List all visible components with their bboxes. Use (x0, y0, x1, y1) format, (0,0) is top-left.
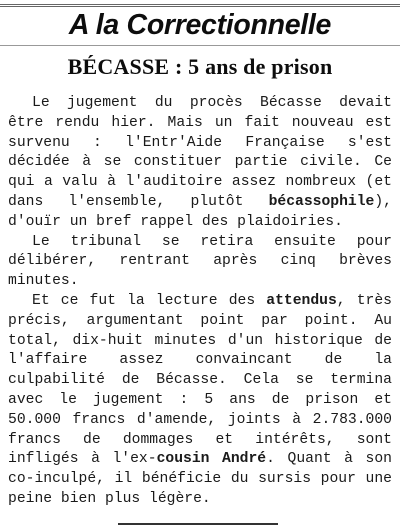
article-body (8, 94, 392, 510)
text-run: ), d'ouïr un bref rappel des plaidoiries. (8, 193, 392, 230)
paragraph-2 (8, 233, 392, 292)
bold-text-run: attendus (266, 292, 337, 309)
text-run: . Quant à son co-inculpé, il bénéficie du sursis pour une peine bien plus légère. (8, 451, 392, 507)
text-run: Le jugement du procès Bécasse devait être rendu hier. Mais un fait nouveau est survenu : l'Entr'Aide Française s'est décidée à se constituer partie civile. Ce qui a valu à l'auditoire assez nombreux (et dans l'ensemble, plutôt (8, 95, 392, 210)
bold-text-run: bécassophile (268, 193, 375, 210)
article-headline: BÉCASSE : 5 ans de prison (67, 54, 333, 79)
text-run: Le tribunal se retira ensuite pour délibérer, rentrant après cinq brèves minutes. (8, 233, 392, 290)
section-kicker: A la Correctionnelle (68, 9, 332, 41)
paragraph-3 (8, 292, 392, 510)
text-run: Et ce fut la lecture des (32, 292, 267, 309)
kicker-divider (0, 45, 400, 46)
text-run: , très précis, argumentant point par point. Au total, dix-huit minutes d'un historique de l'affaire assez convaincant de la culpabilité de Bécasse. Cela se termina avec le jugement : 5 ans de prison et 50.000 francs d'amende, joints à 2.783.000 francs de dommages et intérêts, sont infligés à l'ex- (8, 292, 392, 468)
paragraph-1 (8, 94, 392, 233)
bold-text-run: cousin André (156, 451, 267, 468)
end-of-article-rule (118, 523, 278, 525)
top-rule (0, 4, 400, 5)
